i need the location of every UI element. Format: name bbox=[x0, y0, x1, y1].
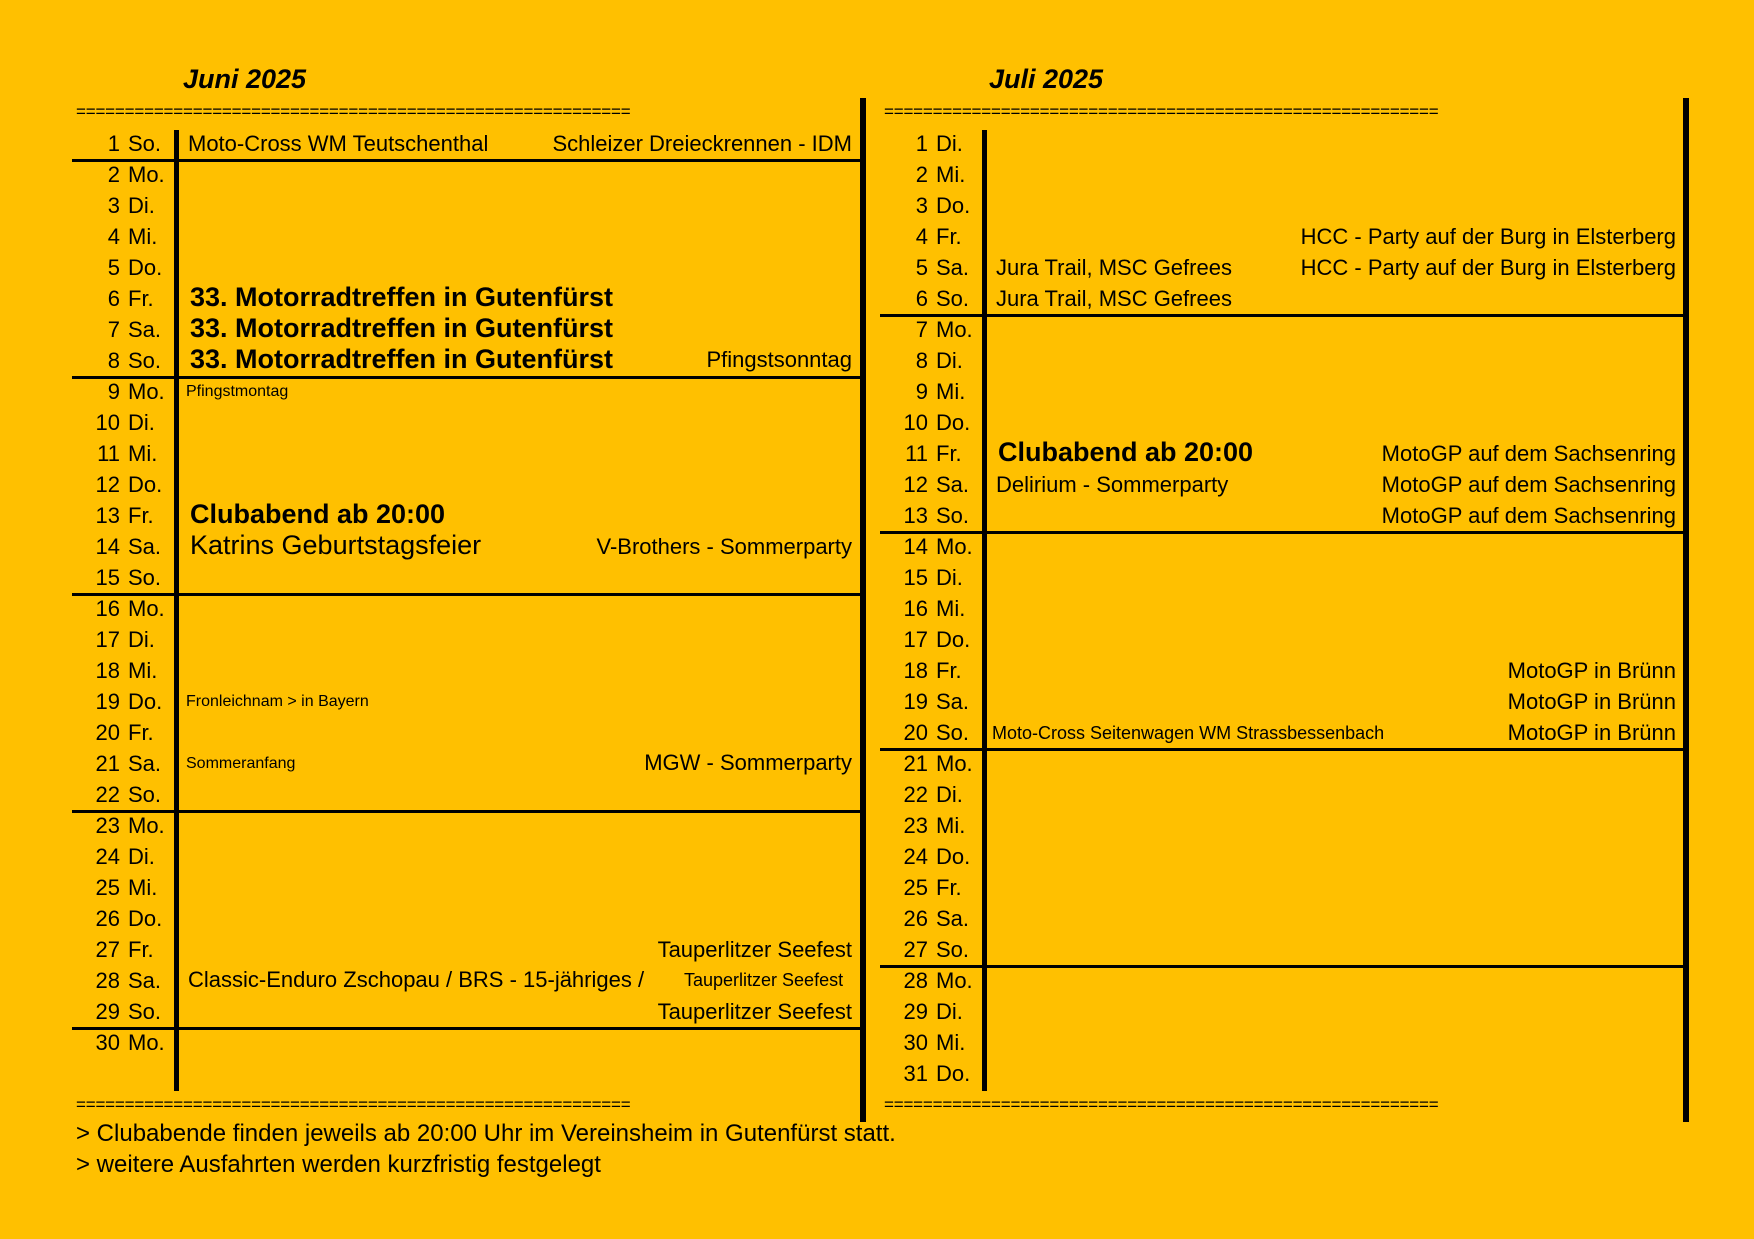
july-week-line bbox=[880, 314, 1686, 317]
day-of-week: Mi. bbox=[936, 813, 966, 838]
day-number: 2 bbox=[107, 162, 120, 187]
july-title: Juli 2025 bbox=[989, 64, 1104, 94]
june-week-line bbox=[72, 593, 862, 596]
event-tauperlitzer-seefest: Tauperlitzer Seefest bbox=[684, 970, 844, 990]
day-of-week: Do. bbox=[128, 472, 163, 497]
day-of-week: Mo. bbox=[128, 162, 165, 187]
day-number: 3 bbox=[915, 193, 928, 218]
day-number: 16 bbox=[903, 596, 928, 621]
day-number: 22 bbox=[95, 782, 120, 807]
day-of-week: So. bbox=[128, 999, 162, 1024]
event-moto-cross-teutschenthal: Moto-Cross WM Teutschenthal bbox=[188, 131, 489, 156]
day-number: 3 bbox=[107, 193, 120, 218]
day-of-week: Mi. bbox=[936, 596, 966, 621]
day-of-week: Mi. bbox=[128, 875, 158, 900]
day-of-week: Mo. bbox=[128, 813, 165, 838]
day-of-week: So. bbox=[128, 348, 162, 373]
july-date-divider bbox=[982, 130, 987, 1091]
june-week-line bbox=[72, 1027, 862, 1030]
day-number: 19 bbox=[95, 689, 120, 714]
event-motogp-bruenn: MotoGP in Brünn bbox=[1507, 720, 1676, 745]
day-number: 7 bbox=[107, 317, 120, 342]
event-motogp-bruenn: MotoGP in Brünn bbox=[1507, 689, 1676, 714]
day-of-week: Sa. bbox=[128, 968, 162, 993]
day-number: 11 bbox=[905, 441, 928, 466]
day-of-week: Fr. bbox=[936, 875, 962, 900]
event-motogp-sachsenring: MotoGP auf dem Sachsenring bbox=[1381, 472, 1676, 497]
event-clubabend: Clubabend ab 20:00 bbox=[190, 499, 446, 529]
day-number: 11 bbox=[97, 441, 120, 466]
day-number: 23 bbox=[903, 813, 928, 838]
day-of-week: Do. bbox=[936, 410, 971, 435]
day-number: 26 bbox=[95, 906, 120, 931]
day-number: 1 bbox=[915, 131, 928, 156]
day-number: 14 bbox=[903, 534, 928, 559]
event-mgw-sommerparty: MGW - Sommerparty bbox=[644, 750, 852, 775]
june-separator-bottom: ========================================================= bbox=[76, 1098, 631, 1112]
day-number: 16 bbox=[95, 596, 120, 621]
event-jura-trail: Jura Trail, MSC Gefrees bbox=[996, 255, 1232, 280]
july-week-line bbox=[880, 531, 1686, 534]
day-number: 17 bbox=[903, 627, 928, 652]
day-of-week: Sa. bbox=[936, 255, 970, 280]
day-of-week: Sa. bbox=[936, 472, 970, 497]
event-motorradtreffen: 33. Motorradtreffen in Gutenfürst bbox=[190, 344, 614, 374]
day-number: 10 bbox=[95, 410, 120, 435]
day-number: 21 bbox=[903, 751, 928, 776]
event-moto-cross-seitenwagen: Moto-Cross Seitenwagen WM Strassbessenbach bbox=[992, 723, 1385, 743]
july-week-line bbox=[880, 965, 1686, 968]
event-motogp-sachsenring: MotoGP auf dem Sachsenring bbox=[1381, 503, 1676, 528]
day-number: 27 bbox=[95, 937, 120, 962]
month-divider bbox=[860, 98, 866, 1122]
day-of-week: Fr. bbox=[936, 441, 962, 466]
day-number: 23 bbox=[95, 813, 120, 838]
day-number: 20 bbox=[95, 720, 120, 745]
event-motorradtreffen: 33. Motorradtreffen in Gutenfürst bbox=[190, 282, 614, 312]
event-motorradtreffen: 33. Motorradtreffen in Gutenfürst bbox=[190, 313, 614, 343]
event-delirium-sommerparty: Delirium - Sommerparty bbox=[996, 472, 1229, 497]
june-date-divider bbox=[174, 130, 179, 1091]
day-number: 19 bbox=[903, 689, 928, 714]
event-v-brothers-sommerparty: V-Brothers - Sommerparty bbox=[596, 534, 852, 559]
day-of-week: Di. bbox=[936, 131, 963, 156]
day-number: 4 bbox=[915, 224, 928, 249]
day-number: 5 bbox=[107, 255, 120, 280]
day-of-week: Mo. bbox=[128, 379, 165, 404]
day-number: 22 bbox=[903, 782, 928, 807]
event-tauperlitzer-seefest: Tauperlitzer Seefest bbox=[657, 937, 852, 962]
event-hcc-party: HCC - Party auf der Burg in Elsterberg bbox=[1300, 255, 1676, 280]
day-number: 28 bbox=[903, 968, 928, 993]
june-separator-top: ========================================================= bbox=[76, 105, 631, 119]
day-of-week: So. bbox=[128, 131, 162, 156]
june-week-line bbox=[72, 159, 862, 162]
day-number: 12 bbox=[903, 472, 928, 497]
day-of-week: So. bbox=[936, 937, 970, 962]
day-number: 7 bbox=[915, 317, 928, 342]
day-number: 2 bbox=[915, 162, 928, 187]
day-number: 12 bbox=[95, 472, 120, 497]
day-of-week: Mi. bbox=[936, 379, 966, 404]
day-of-week: Di. bbox=[936, 348, 963, 373]
day-number: 24 bbox=[95, 844, 120, 869]
event-jura-trail: Jura Trail, MSC Gefrees bbox=[996, 286, 1232, 311]
day-of-week: Mo. bbox=[936, 751, 973, 776]
day-of-week: Fr. bbox=[936, 224, 962, 249]
day-of-week: Mo. bbox=[936, 534, 973, 559]
day-of-week: Fr. bbox=[128, 286, 154, 311]
day-number: 9 bbox=[107, 379, 120, 404]
day-number: 4 bbox=[107, 224, 120, 249]
day-of-week: Di. bbox=[128, 844, 155, 869]
day-of-week: Do. bbox=[936, 1061, 971, 1086]
day-of-week: Di. bbox=[936, 565, 963, 590]
day-of-week: Sa. bbox=[936, 906, 970, 931]
day-number: 20 bbox=[903, 720, 928, 745]
july-separator-bottom: ========================================================= bbox=[884, 1098, 1439, 1112]
day-of-week: Fr. bbox=[936, 658, 962, 683]
day-of-week: Di. bbox=[936, 999, 963, 1024]
day-number: 24 bbox=[903, 844, 928, 869]
day-of-week: So. bbox=[936, 503, 970, 528]
day-of-week: Sa. bbox=[128, 751, 162, 776]
day-number: 18 bbox=[95, 658, 120, 683]
day-number: 8 bbox=[915, 348, 928, 373]
day-of-week: Mo. bbox=[128, 1030, 165, 1055]
day-number: 28 bbox=[95, 968, 120, 993]
day-number: 5 bbox=[915, 255, 928, 280]
day-of-week: Mi. bbox=[936, 1030, 966, 1055]
july-separator-top: ========================================================= bbox=[884, 105, 1439, 119]
day-number: 17 bbox=[95, 627, 120, 652]
day-of-week: Sa. bbox=[128, 534, 162, 559]
day-number: 26 bbox=[903, 906, 928, 931]
day-of-week: Fr. bbox=[128, 503, 154, 528]
day-of-week: Mi. bbox=[128, 224, 158, 249]
day-of-week: So. bbox=[936, 286, 970, 311]
day-number: 1 bbox=[107, 131, 120, 156]
day-of-week: Sa. bbox=[936, 689, 970, 714]
day-number: 10 bbox=[903, 410, 928, 435]
event-fronleichnam: Fronleichnam > in Bayern bbox=[186, 693, 369, 710]
day-number: 9 bbox=[915, 379, 928, 404]
day-of-week: Mi. bbox=[936, 162, 966, 187]
event-sommeranfang: Sommeranfang bbox=[186, 755, 296, 772]
day-of-week: Sa. bbox=[128, 317, 162, 342]
event-katrins-geburtstagsfeier: Katrins Geburtstagsfeier bbox=[190, 530, 482, 560]
footnote-clubabende: > Clubabende finden jeweils ab 20:00 Uhr im Vereinsheim in Gutenfürst statt. bbox=[76, 1120, 896, 1147]
footnote-ausfahrten: > weitere Ausfahrten werden kurzfristig festgelegt bbox=[76, 1151, 601, 1178]
day-of-week: Mi. bbox=[128, 658, 158, 683]
day-number: 27 bbox=[903, 937, 928, 962]
day-of-week: Di. bbox=[128, 193, 155, 218]
day-of-week: Do. bbox=[128, 255, 163, 280]
event-pfingstmontag: Pfingstmontag bbox=[186, 383, 289, 400]
day-number: 15 bbox=[95, 565, 120, 590]
right-border bbox=[1683, 98, 1689, 1122]
day-number: 25 bbox=[95, 875, 120, 900]
day-of-week: Do. bbox=[936, 844, 971, 869]
june-week-line bbox=[72, 810, 862, 813]
day-number: 29 bbox=[95, 999, 120, 1024]
event-tauperlitzer-seefest: Tauperlitzer Seefest bbox=[657, 999, 852, 1024]
event-pfingstsonntag: Pfingstsonntag bbox=[706, 347, 852, 372]
day-number: 30 bbox=[903, 1030, 928, 1055]
day-number: 6 bbox=[107, 286, 120, 311]
event-schleizer-dreieckrennen: Schleizer Dreieckrennen - IDM bbox=[552, 131, 852, 156]
event-motogp-bruenn: MotoGP in Brünn bbox=[1507, 658, 1676, 683]
day-number: 14 bbox=[95, 534, 120, 559]
day-number: 6 bbox=[915, 286, 928, 311]
day-of-week: Di. bbox=[936, 782, 963, 807]
day-of-week: Mo. bbox=[936, 968, 973, 993]
event-clubabend: Clubabend ab 20:00 bbox=[998, 437, 1254, 467]
day-of-week: So. bbox=[128, 565, 162, 590]
day-of-week: So. bbox=[936, 720, 970, 745]
event-hcc-party: HCC - Party auf der Burg in Elsterberg bbox=[1300, 224, 1676, 249]
day-of-week: Fr. bbox=[128, 720, 154, 745]
day-number: 13 bbox=[95, 503, 120, 528]
day-number: 29 bbox=[903, 999, 928, 1024]
day-of-week: Mo. bbox=[936, 317, 973, 342]
day-of-week: So. bbox=[128, 782, 162, 807]
day-number: 21 bbox=[95, 751, 120, 776]
day-of-week: Fr. bbox=[128, 937, 154, 962]
june-title: Juni 2025 bbox=[183, 64, 307, 94]
day-of-week: Mi. bbox=[128, 441, 158, 466]
day-of-week: Di. bbox=[128, 627, 155, 652]
day-of-week: Di. bbox=[128, 410, 155, 435]
day-of-week: Mo. bbox=[128, 596, 165, 621]
event-motogp-sachsenring: MotoGP auf dem Sachsenring bbox=[1381, 441, 1676, 466]
day-number: 13 bbox=[903, 503, 928, 528]
day-number: 18 bbox=[903, 658, 928, 683]
day-number: 15 bbox=[903, 565, 928, 590]
day-number: 31 bbox=[903, 1061, 928, 1086]
day-of-week: Do. bbox=[128, 689, 163, 714]
day-number: 25 bbox=[903, 875, 928, 900]
day-of-week: Do. bbox=[936, 193, 971, 218]
day-of-week: Do. bbox=[128, 906, 163, 931]
event-classic-enduro: Classic-Enduro Zschopau / BRS - 15-jähriges / bbox=[188, 967, 645, 992]
day-number: 8 bbox=[107, 348, 120, 373]
day-of-week: Do. bbox=[936, 627, 971, 652]
day-number: 30 bbox=[95, 1030, 120, 1055]
